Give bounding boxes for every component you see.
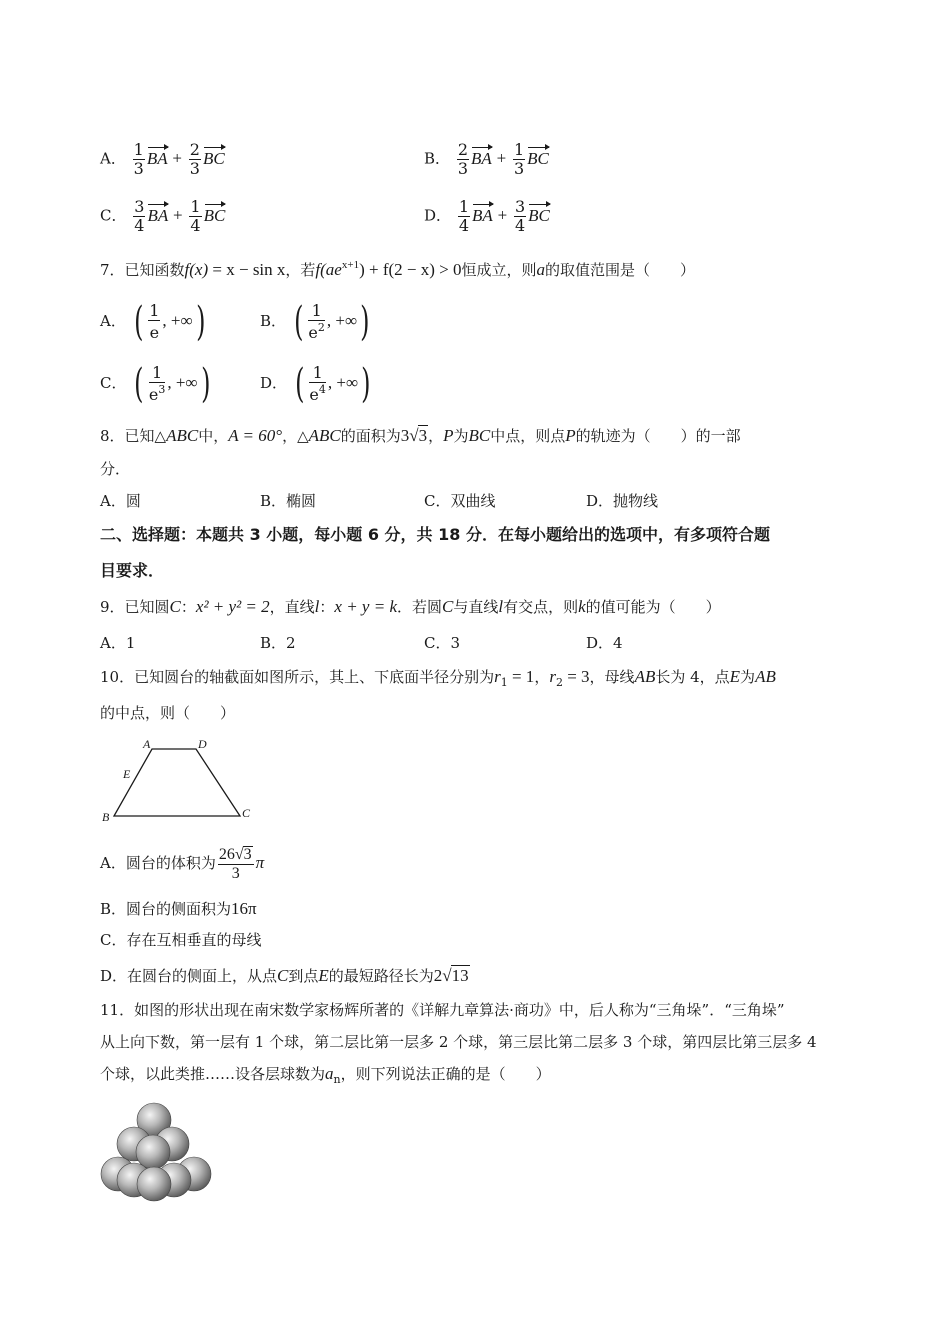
option-label: B． xyxy=(424,149,451,168)
q8-option-a: A．圆 xyxy=(100,492,141,510)
q7-option-d: D． ( $\frac{1}{e^4}$ , +∞) xyxy=(260,361,371,407)
q8-option-d: D．抛物线 xyxy=(586,492,659,510)
vector: BA xyxy=(147,145,168,169)
ball xyxy=(136,1135,170,1169)
q10-option-b: B．圆台的侧面积为16π xyxy=(100,899,257,918)
operator: + xyxy=(173,205,183,225)
vector: BC xyxy=(527,145,549,169)
fraction: $\frac{1}{3}$ xyxy=(133,140,144,178)
q8-stem-cont: 分． xyxy=(100,460,131,478)
q9-stem: 9．已知圆C：x² + y² = 2，直线l：x + y = k．若圆C与直线l有交点，则k的值可能为（ ） xyxy=(100,597,721,616)
label-e: E xyxy=(123,767,131,781)
label-a: A xyxy=(143,737,151,751)
fraction: $\frac{1}{4}$ xyxy=(190,197,201,235)
q9-option-c: C．3 xyxy=(424,634,461,652)
operator: + xyxy=(496,148,507,168)
fraction: $\frac{3}{4}$ xyxy=(134,197,145,235)
q11-stem-line3: 个球，以此类推……设各层球数为$a_n$，则下列说法正确的是（ ） xyxy=(100,1064,551,1086)
fraction: $\frac{3}{4}$ xyxy=(514,197,526,235)
fraction: $\frac{1}{3}$ xyxy=(513,140,525,178)
q6-option-c xyxy=(100,199,225,234)
fraction: $\frac{2}{3}$ xyxy=(189,140,200,178)
operator: + xyxy=(172,148,182,168)
q10-stem: 10．已知圆台的轴截面如图所示，其上、下底面半径分别为$r_1 = 1$，$r_2 = 3$，母线AB长为 4，点E为AB xyxy=(100,667,776,689)
q8-option-c: C．双曲线 xyxy=(424,492,496,510)
option-label: A． xyxy=(100,149,126,168)
fraction: $\frac{26√3}{3}$ xyxy=(218,846,252,882)
fraction: $\frac{1}{e^4}$ xyxy=(309,363,326,404)
option-label: D． xyxy=(424,206,452,225)
q6-option-a xyxy=(100,142,225,177)
fraction: $\frac{1}{e}$ xyxy=(149,301,160,342)
ball-pyramid-figure xyxy=(98,1100,218,1204)
fraction: $\frac{2}{3}$ xyxy=(457,140,468,178)
q7-option-a: A． ( $\frac{1}{e}$ , +∞) xyxy=(100,299,206,345)
vector: BA xyxy=(471,145,492,169)
trapezoid xyxy=(114,749,240,816)
vector: BA xyxy=(472,202,493,226)
q10-stem-cont: 的中点，则（ ） xyxy=(100,704,236,722)
label-c: C xyxy=(242,806,251,820)
q10-option-c: C．存在互相垂直的母线 xyxy=(100,931,262,949)
q9-option-b: B．2 xyxy=(260,634,296,652)
section-heading-cont: 目要求． xyxy=(100,561,165,580)
q7-option-c: C． ( $\frac{1}{e^3}$ , +∞) xyxy=(100,361,211,407)
option-label: C． xyxy=(100,206,127,225)
q7-stem: 7．已知函数f(x) = x − sin x，若$f(ae^{x+1}) + f(2 - x) > 0$恒成立，则a的取值范围是（ ） xyxy=(100,259,696,279)
vector: BC xyxy=(528,202,550,226)
q11-stem-line2: 从上向下数，第一层有 1 个球，第二层比第一层多 2 个球，第三层比第二层多 3 个球，第四层比第三层多 4 xyxy=(100,1033,817,1051)
q10-option-a: A．圆台的体积为 $\frac{26√3}{3}$ π xyxy=(100,846,265,882)
vector: BA xyxy=(147,202,168,226)
vector: BC xyxy=(203,145,225,169)
fraction: $\frac{1}{e^3}$ xyxy=(148,363,166,404)
fraction: $\frac{1}{4}$ xyxy=(458,197,469,235)
q9-option-d: D．4 xyxy=(586,634,623,652)
q11-stem-line1: 11．如图的形状出现在南宋数学家杨辉所著的《详解九章算法·商功》中，后人称为“三角垛”．“三角垛” xyxy=(100,1001,785,1019)
q8-option-b: B．椭圆 xyxy=(260,492,317,510)
label-d: D xyxy=(198,737,207,751)
frustum-cross-section-figure xyxy=(100,734,260,826)
q6-option-b xyxy=(424,142,549,177)
q7-option-b: B． ( $\frac{1}{e^2}$ , +∞) xyxy=(260,299,370,345)
q9-option-a: A．1 xyxy=(100,634,136,652)
vector: BC xyxy=(204,202,226,226)
q10-option-d: D．在圆台的侧面上，从点C到点E的最短路径长为2√13 xyxy=(100,966,469,985)
ball xyxy=(137,1167,171,1201)
q6-option-d xyxy=(424,199,550,234)
operator: + xyxy=(497,205,508,225)
label-b: B xyxy=(102,810,110,824)
q8-stem: 8．已知△ABC中，A = 60°，△ABC的面积为3√3，P为BC中点，则点P的轨迹为（ ）的一部 xyxy=(100,426,741,445)
fraction: $\frac{1}{e^2}$ xyxy=(308,301,325,342)
section-heading: 二、选择题：本题共 3 小题，每小题 6 分，共 18 分．在每小题给出的选项中，有多项符合题 xyxy=(100,525,770,544)
